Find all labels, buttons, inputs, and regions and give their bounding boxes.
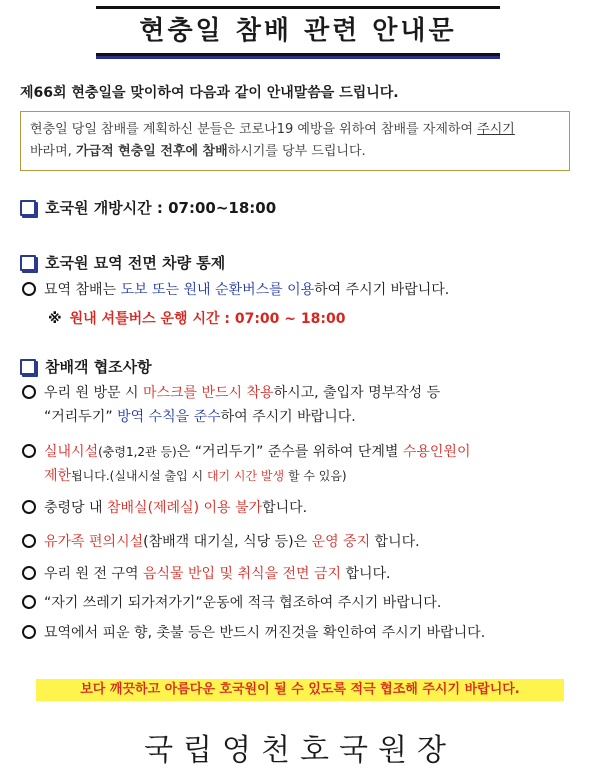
section-traffic-label: 호국원 묘역 전면 차량 통제 <box>45 254 226 272</box>
capacity-highlight: 수용인원이 <box>402 444 471 460</box>
traffic-item <box>22 278 578 302</box>
section-cooperation-label: 참배객 협조사항 <box>45 358 152 376</box>
text-span: 할 수 있음) <box>284 469 347 483</box>
cooperation-banner: 보다 깨끗하고 아름다운 호국원이 될 수 있도록 적극 협조해 주시기 바랍니다. <box>36 679 564 701</box>
suspend-highlight: 운영 중지 <box>311 534 371 550</box>
list-item <box>22 621 578 645</box>
notice-text-3: 바라며, <box>30 144 76 159</box>
circle-bullet-icon <box>22 595 36 609</box>
facility-highlight: 유가족 편의시설 <box>44 534 144 550</box>
checkbox-square-icon <box>20 255 36 271</box>
text-span: “자기 쓰레기 되가져가기”운동에 적극 협조하여 주시기 바랍니다. <box>44 595 442 611</box>
notice-box <box>20 111 570 171</box>
rules-highlight: 방역 수칙을 준수 <box>117 409 221 425</box>
text-span: 하여 주시기 바랍니다. <box>220 409 356 425</box>
intro-text: 제66회 현충일을 맞이하여 다음과 같이 안내말씀을 드립니다. <box>20 85 399 101</box>
section-cooperation <box>20 356 152 377</box>
reference-mark: ※ <box>48 311 62 327</box>
shuttle-bus-note <box>48 308 345 328</box>
list-item <box>22 440 578 488</box>
issuer-signature: 국립영천호국원장 <box>144 733 456 768</box>
hall-highlight: 참배실(제례실) 이용 불가 <box>107 500 263 516</box>
page-title: 현충일 참배 관련 안내문 <box>96 9 500 56</box>
text-span: (충령1,2관 등) <box>98 445 177 459</box>
circle-bullet-icon <box>22 566 36 580</box>
text-span: 하시고, 출입자 명부작성 등 <box>273 385 441 401</box>
wait-highlight: 대기 시간 발생 <box>206 469 285 483</box>
text-span: 묘역 참배는 <box>44 282 121 298</box>
text-span: 묘역에서 피운 향, 촛불 등은 반드시 꺼진것을 확인하여 주시기 바랍니다. <box>44 625 486 641</box>
text-span: 우리 원 전 구역 <box>44 566 143 582</box>
list-item <box>22 562 578 586</box>
notice-text-2: 주시기 <box>477 122 515 137</box>
circle-bullet-icon <box>22 625 36 639</box>
food-highlight: 음식물 반입 및 취식을 전면 금지 <box>142 566 342 582</box>
text-span: 합니다. <box>341 566 391 582</box>
section-hours <box>20 197 276 218</box>
walk-bus-highlight: 도보 또는 원내 순환버스를 이용 <box>120 282 315 298</box>
list-item <box>22 530 578 554</box>
text-span: 은 “거리두기” 준수를 위하여 단계별 <box>176 444 403 460</box>
notice-text-4: 가급적 현충일 전후에 참배 <box>75 144 228 159</box>
circle-bullet-icon <box>22 500 36 514</box>
circle-bullet-icon <box>22 282 36 296</box>
indoor-highlight: 실내시설 <box>44 444 99 460</box>
text-span: 충령당 내 <box>44 500 107 516</box>
list-item <box>22 381 578 429</box>
text-span: 합니다. <box>370 534 420 550</box>
text-span: (참배객 대기실, 식당 등)은 <box>143 534 312 550</box>
circle-bullet-icon <box>22 385 36 399</box>
text-span: 됩니다.(실내시설 출입 시 <box>71 469 207 483</box>
notice-text-1: 현충일 당일 참배를 계획하신 분들은 코로나19 예방을 위하여 참배를 자제하여 <box>30 122 478 137</box>
list-item <box>22 591 578 615</box>
text-span: 하여 주시기 바랍니다. <box>314 282 450 298</box>
section-hours-label: 호국원 개방시간 : 07:00~18:00 <box>45 199 277 217</box>
text-span: 합니다. <box>262 500 308 516</box>
shuttle-bus-text: 원내 셔틀버스 운행 시간 : 07:00 ~ 18:00 <box>69 311 346 327</box>
limit-highlight: 제한 <box>44 468 72 484</box>
title-block <box>96 6 500 56</box>
text-span: “거리두기” <box>44 409 118 425</box>
list-item <box>22 496 578 520</box>
circle-bullet-icon <box>22 444 36 458</box>
mask-highlight: 마스크를 반드시 착용 <box>142 385 274 401</box>
checkbox-square-icon <box>20 359 36 375</box>
circle-bullet-icon <box>22 534 36 548</box>
text-span: 우리 원 방문 시 <box>44 385 143 401</box>
section-traffic <box>20 252 225 273</box>
checkbox-square-icon <box>20 200 36 216</box>
notice-text-5: 하시기를 당부 드립니다. <box>227 144 366 159</box>
